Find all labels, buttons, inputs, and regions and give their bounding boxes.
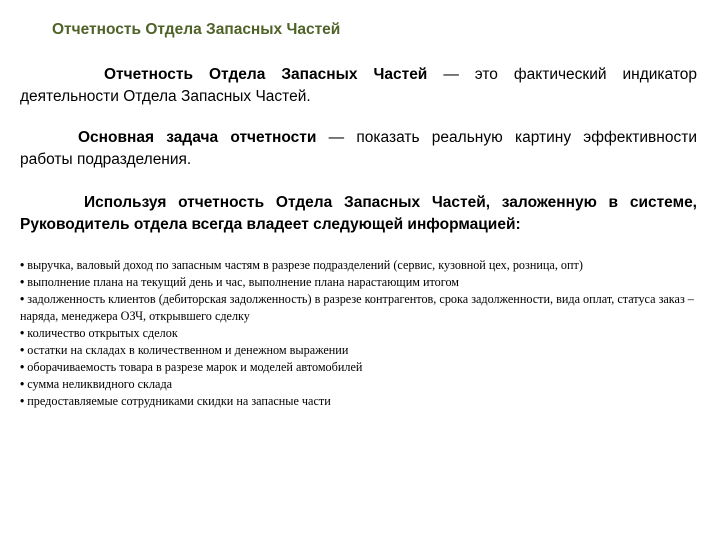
info-bullet-list bbox=[20, 257, 700, 410]
bullet-icon: • bbox=[20, 326, 25, 340]
list-item bbox=[20, 393, 700, 410]
bullet-icon: • bbox=[20, 258, 25, 272]
list-item-text: задолженность клиентов (дебиторская задолженность) в разрезе контрагентов, срока задолженности, вида оплат, статуса заказ – наряда, менеджера ОЗЧ, открывшего сделку bbox=[20, 292, 694, 323]
intro-text: — это фактический индикатор деятельности Отдела Запасных Частей. bbox=[20, 66, 697, 105]
task-lead: Основная задача отчетности bbox=[78, 129, 317, 146]
list-item-text: оборачиваемость товара в разрезе марок и моделей автомобилей bbox=[27, 360, 363, 374]
list-item-text: сумма неликвидного склада bbox=[27, 377, 173, 391]
list-item bbox=[20, 291, 700, 325]
bullet-icon: • bbox=[20, 275, 25, 289]
bullet-icon: • bbox=[20, 292, 25, 306]
task-paragraph bbox=[20, 127, 697, 171]
list-item bbox=[20, 274, 700, 291]
bullet-icon: • bbox=[20, 343, 25, 357]
bullet-icon: • bbox=[20, 394, 25, 408]
list-item-text: остатки на складах в количественном и денежном выражении bbox=[27, 343, 349, 357]
bullet-icon: • bbox=[20, 360, 25, 374]
list-item-text: выполнение плана на текущий день и час, выполнение плана нарастающим итогом bbox=[27, 275, 460, 289]
intro-lead: Отчетность Отдела Запасных Частей bbox=[104, 66, 428, 83]
info-intro-paragraph: Используя отчетность Отдела Запасных Частей, заложенную в системе, Руководитель отдела всегда владеет следующей информацией: bbox=[20, 194, 697, 233]
list-item bbox=[20, 325, 700, 342]
list-item bbox=[20, 342, 700, 359]
list-item bbox=[20, 359, 700, 376]
bullet-icon: • bbox=[20, 377, 25, 391]
task-text: — показать реальную картину эффективности работы подразделения. bbox=[20, 129, 697, 168]
list-item-text: предоставляемые сотрудниками скидки на запасные части bbox=[27, 394, 331, 408]
list-item-text: выручка, валовый доход по запасным частям в разрезе подразделений (сервис, кузовной цех, розница, опт) bbox=[27, 258, 583, 272]
intro-paragraph bbox=[20, 64, 697, 108]
list-item-text: количество открытых сделок bbox=[27, 326, 178, 340]
slide-title: Отчетность Отдела Запасных Частей bbox=[52, 21, 341, 38]
list-item bbox=[20, 376, 700, 393]
list-item bbox=[20, 257, 700, 274]
